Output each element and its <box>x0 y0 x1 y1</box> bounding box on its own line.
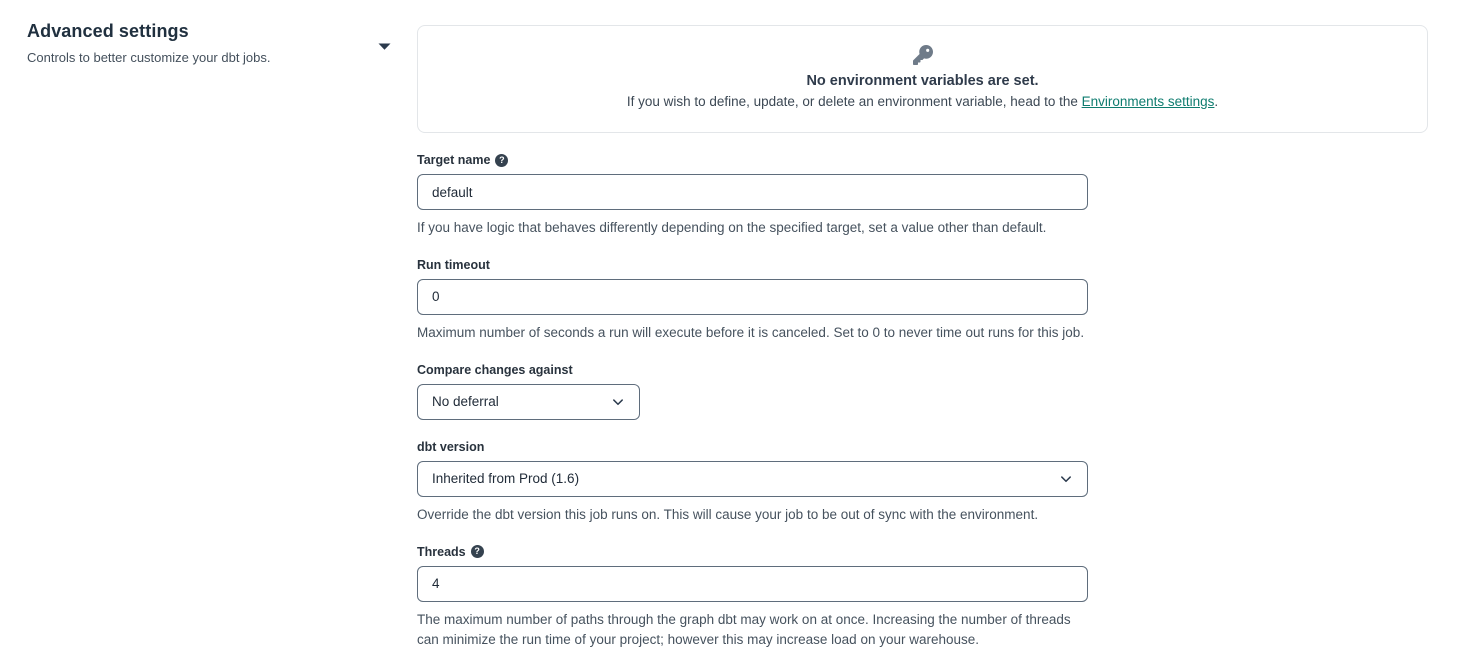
threads-field-group <box>417 545 1088 650</box>
target-name-label-text: Target name <box>417 153 491 167</box>
dbt-version-field-group <box>417 440 1088 525</box>
threads-label <box>417 545 1088 559</box>
compare-changes-select[interactable] <box>417 384 640 420</box>
env-variables-empty-state <box>417 25 1428 133</box>
section-header <box>27 20 357 65</box>
chevron-down-icon <box>611 395 625 409</box>
target-name-label <box>417 153 1088 167</box>
dbt-version-label-text: dbt version <box>417 439 485 454</box>
compare-changes-label-text: Compare changes against <box>417 362 573 377</box>
settings-form <box>417 0 1428 650</box>
page-title: Advanced settings <box>27 21 189 41</box>
key-icon <box>913 45 933 65</box>
threads-input[interactable] <box>417 566 1088 602</box>
env-message-text: If you wish to define, update, or delete an environment variable, head to the <box>626 94 1082 109</box>
run-timeout-label-text: Run timeout <box>417 257 490 272</box>
env-message-period: . <box>1214 94 1219 109</box>
compare-changes-field-group <box>417 363 1088 420</box>
threads-help-icon[interactable]: ? <box>471 545 484 558</box>
threads-help-text: The maximum number of paths through the graph dbt may work on at once. Increasing the number of threads can minimize the run time of your project; however this may increase load on your warehouse. <box>417 611 1071 647</box>
threads-label-text: Threads <box>417 544 466 559</box>
run-timeout-field-group <box>417 258 1088 343</box>
env-empty-title: No environment variables are set. <box>806 73 1039 89</box>
compare-changes-selected-value: No deferral <box>432 394 499 410</box>
run-timeout-label <box>417 258 1088 272</box>
dbt-version-help-text: Override the dbt version this job runs on. This will cause your job to be out of sync with the environment. <box>417 506 1039 522</box>
dbt-version-selected-value: Inherited from Prod (1.6) <box>432 471 580 487</box>
dbt-version-select[interactable] <box>417 461 1088 497</box>
run-timeout-help-text: Maximum number of seconds a run will execute before it is canceled. Set to 0 to never time out runs for this job. <box>417 324 1085 340</box>
dbt-version-label <box>417 440 1088 454</box>
collapse-caret-icon[interactable] <box>377 41 392 51</box>
target-name-help-icon[interactable]: ? <box>495 154 508 167</box>
run-timeout-input[interactable] <box>417 279 1088 315</box>
target-name-input[interactable] <box>417 174 1088 210</box>
target-name-help-text: If you have logic that behaves differently depending on the specified target, set a value other than default. <box>417 220 1047 235</box>
compare-changes-label <box>417 363 1088 377</box>
page-subtitle: Controls to better customize your dbt jobs. <box>27 50 271 66</box>
target-name-field-group <box>417 153 1088 238</box>
chevron-down-icon <box>1059 472 1073 486</box>
environments-settings-link[interactable]: Environments settings <box>1081 94 1215 109</box>
env-empty-message <box>627 94 1218 109</box>
